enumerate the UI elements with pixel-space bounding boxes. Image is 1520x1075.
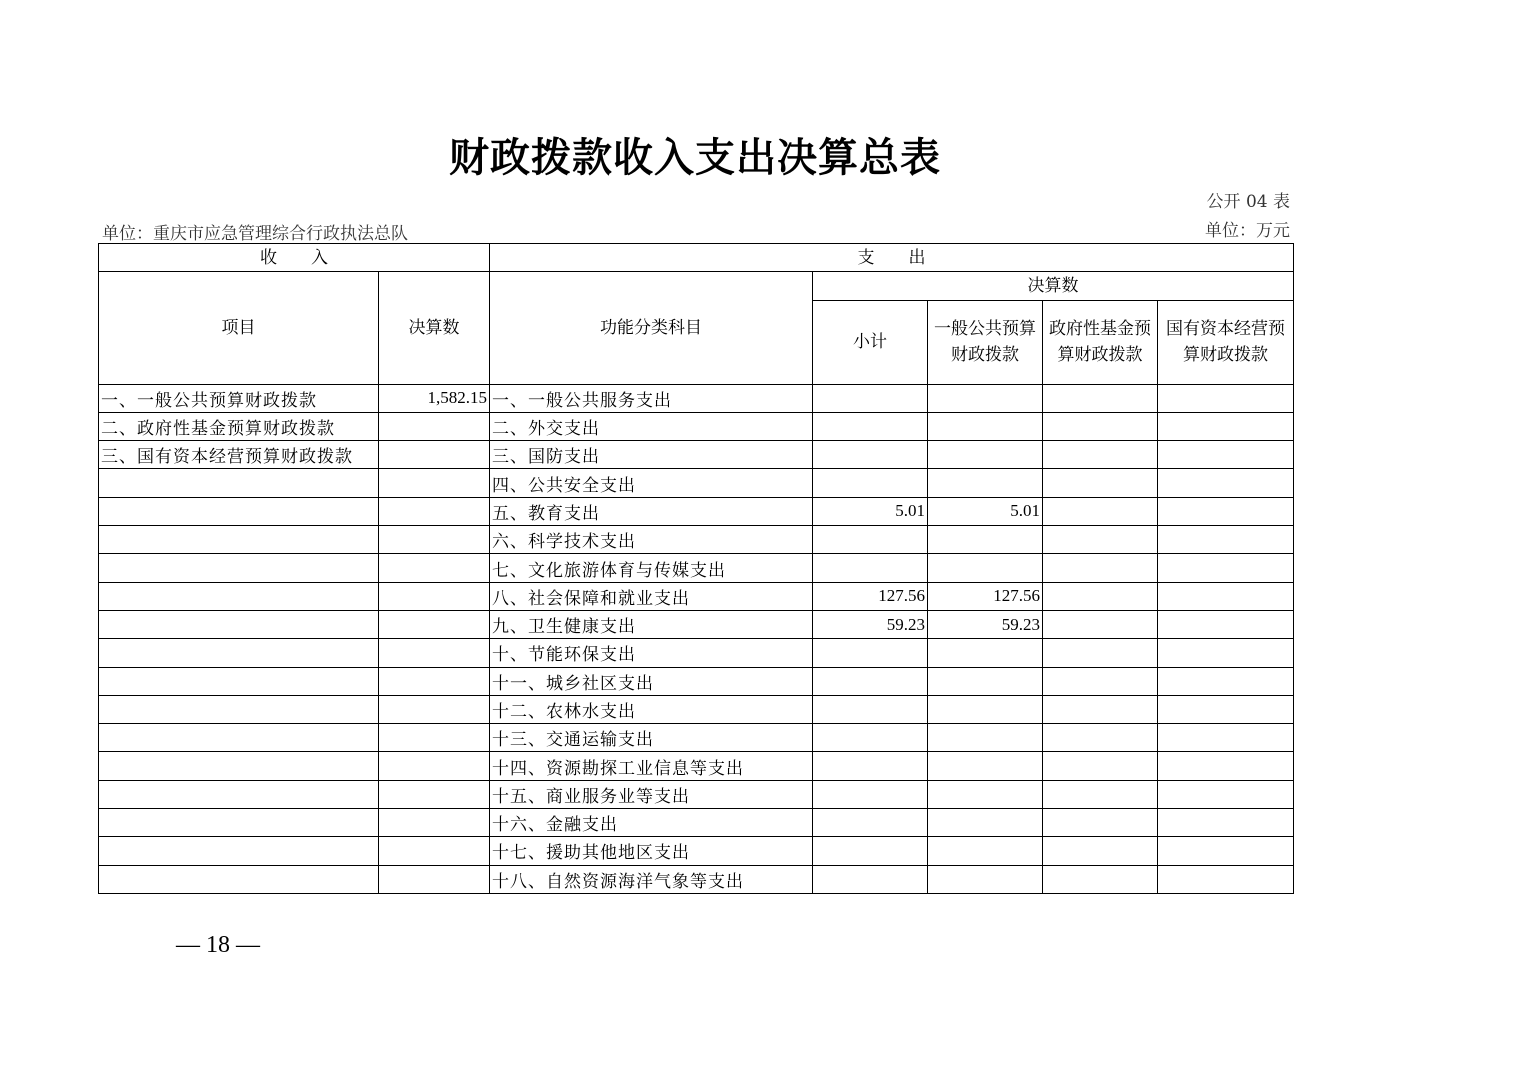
unit-currency: 单位：万元 — [1205, 221, 1290, 241]
income-amount-cell — [379, 554, 490, 582]
gov-fund-cell — [1043, 695, 1158, 723]
table-row — [99, 554, 1294, 582]
state-capital-cell — [1158, 526, 1294, 554]
state-capital-cell — [1158, 809, 1294, 837]
table-row — [99, 752, 1294, 780]
gov-fund-cell — [1043, 809, 1158, 837]
income-amount-cell — [379, 469, 490, 497]
header-gov-fund-budget: 政府性基金预算财政拨款 — [1043, 300, 1158, 384]
general-budget-cell — [928, 752, 1043, 780]
income-item-cell: 三、国有资本经营预算财政拨款 — [99, 441, 379, 469]
gov-fund-cell — [1043, 526, 1158, 554]
subtotal-cell — [813, 724, 928, 752]
gov-fund-cell — [1043, 752, 1158, 780]
state-capital-cell — [1158, 554, 1294, 582]
subtotal-cell — [813, 837, 928, 865]
general-budget-cell — [928, 837, 1043, 865]
income-item-cell — [99, 639, 379, 667]
category-cell: 五、教育支出 — [490, 497, 813, 525]
general-budget-cell — [928, 639, 1043, 667]
subtotal-cell — [813, 526, 928, 554]
category-cell: 二、外交支出 — [490, 412, 813, 440]
category-cell: 十五、商业服务业等支出 — [490, 780, 813, 808]
category-cell: 四、公共安全支出 — [490, 469, 813, 497]
table-row — [99, 724, 1294, 752]
table-row — [99, 639, 1294, 667]
income-amount-cell — [379, 441, 490, 469]
gov-fund-cell — [1043, 780, 1158, 808]
table-row — [99, 497, 1294, 525]
state-capital-cell — [1158, 667, 1294, 695]
general-budget-cell — [928, 667, 1043, 695]
state-capital-cell — [1158, 780, 1294, 808]
state-capital-cell — [1158, 497, 1294, 525]
category-cell: 七、文化旅游体育与传媒支出 — [490, 554, 813, 582]
subtotal-cell — [813, 809, 928, 837]
income-item-cell — [99, 752, 379, 780]
gov-fund-cell — [1043, 667, 1158, 695]
header-state-capital-budget: 国有资本经营预算财政拨款 — [1158, 300, 1294, 384]
general-budget-cell — [928, 469, 1043, 497]
income-item-cell — [99, 526, 379, 554]
state-capital-cell — [1158, 582, 1294, 610]
income-amount-cell — [379, 582, 490, 610]
subtotal-cell — [813, 441, 928, 469]
income-item-cell — [99, 667, 379, 695]
general-budget-cell — [928, 724, 1043, 752]
category-cell: 八、社会保障和就业支出 — [490, 582, 813, 610]
header-function-category: 功能分类科目 — [490, 272, 813, 384]
table-row — [99, 582, 1294, 610]
header-income: 收 入 — [99, 244, 490, 272]
income-amount-cell — [379, 667, 490, 695]
table-row — [99, 412, 1294, 440]
income-item-cell — [99, 724, 379, 752]
income-amount-cell — [379, 610, 490, 638]
general-budget-cell — [928, 412, 1043, 440]
income-amount-cell — [379, 809, 490, 837]
category-cell: 十二、农林水支出 — [490, 695, 813, 723]
income-amount-cell — [379, 526, 490, 554]
subtotal-cell: 127.56 — [813, 582, 928, 610]
table-row — [99, 695, 1294, 723]
category-cell: 十七、援助其他地区支出 — [490, 837, 813, 865]
general-budget-cell — [928, 384, 1043, 412]
subtotal-cell: 5.01 — [813, 497, 928, 525]
general-budget-cell — [928, 695, 1043, 723]
table-row — [99, 780, 1294, 808]
income-item-cell — [99, 695, 379, 723]
income-amount-cell — [379, 780, 490, 808]
state-capital-cell — [1158, 752, 1294, 780]
subtotal-cell — [813, 865, 928, 893]
category-cell: 十四、资源勘探工业信息等支出 — [490, 752, 813, 780]
gov-fund-cell — [1043, 554, 1158, 582]
subtotal-cell — [813, 554, 928, 582]
state-capital-cell — [1158, 639, 1294, 667]
category-cell: 十八、自然资源海洋气象等支出 — [490, 865, 813, 893]
subtotal-cell — [813, 667, 928, 695]
gov-fund-cell — [1043, 639, 1158, 667]
state-capital-cell — [1158, 610, 1294, 638]
subtotal-cell — [813, 384, 928, 412]
subtotal-cell — [813, 469, 928, 497]
state-capital-cell — [1158, 469, 1294, 497]
table-row — [99, 469, 1294, 497]
header-subtotal: 小计 — [813, 300, 928, 384]
category-cell: 十三、交通运输支出 — [490, 724, 813, 752]
income-amount-cell — [379, 412, 490, 440]
income-amount-cell — [379, 724, 490, 752]
income-item-cell — [99, 809, 379, 837]
table-row — [99, 384, 1294, 412]
gov-fund-cell — [1043, 469, 1158, 497]
subtotal-cell — [813, 780, 928, 808]
header-general-budget: 一般公共预算财政拨款 — [928, 300, 1043, 384]
state-capital-cell — [1158, 412, 1294, 440]
general-budget-cell: 59.23 — [928, 610, 1043, 638]
state-capital-cell — [1158, 837, 1294, 865]
category-cell: 十六、金融支出 — [490, 809, 813, 837]
income-item-cell — [99, 554, 379, 582]
income-amount-cell — [379, 497, 490, 525]
state-capital-cell — [1158, 724, 1294, 752]
page-title: 财政拨款收入支出决算总表 — [449, 134, 941, 181]
fiscal-table — [98, 243, 1294, 894]
income-amount-cell — [379, 695, 490, 723]
general-budget-cell — [928, 526, 1043, 554]
category-cell: 六、科学技术支出 — [490, 526, 813, 554]
income-item-cell — [99, 780, 379, 808]
gov-fund-cell — [1043, 837, 1158, 865]
income-item-cell — [99, 610, 379, 638]
page-number: — 18 — — [176, 932, 260, 958]
table-row — [99, 526, 1294, 554]
gov-fund-cell — [1043, 497, 1158, 525]
income-item-cell: 一、一般公共预算财政拨款 — [99, 384, 379, 412]
header-income-amount: 决算数 — [379, 272, 490, 384]
income-item-cell — [99, 865, 379, 893]
table-row — [99, 610, 1294, 638]
category-cell: 三、国防支出 — [490, 441, 813, 469]
gov-fund-cell — [1043, 724, 1158, 752]
general-budget-cell — [928, 554, 1043, 582]
income-amount-cell: 1,582.15 — [379, 384, 490, 412]
general-budget-cell: 5.01 — [928, 497, 1043, 525]
subtotal-cell — [813, 639, 928, 667]
unit-organization: 单位：重庆市应急管理综合行政执法总队 — [102, 224, 408, 244]
form-code: 公开 04 表 — [1206, 192, 1290, 212]
header-expense: 支 出 — [490, 244, 1294, 272]
table-row — [99, 667, 1294, 695]
subtotal-cell — [813, 752, 928, 780]
general-budget-cell — [928, 809, 1043, 837]
income-item-cell — [99, 469, 379, 497]
general-budget-cell — [928, 441, 1043, 469]
income-amount-cell — [379, 752, 490, 780]
gov-fund-cell — [1043, 865, 1158, 893]
general-budget-cell — [928, 865, 1043, 893]
gov-fund-cell — [1043, 412, 1158, 440]
category-cell: 一、一般公共服务支出 — [490, 384, 813, 412]
general-budget-cell: 127.56 — [928, 582, 1043, 610]
gov-fund-cell — [1043, 441, 1158, 469]
gov-fund-cell — [1043, 582, 1158, 610]
income-item-cell — [99, 837, 379, 865]
gov-fund-cell — [1043, 610, 1158, 638]
table-row — [99, 809, 1294, 837]
subtotal-cell — [813, 412, 928, 440]
state-capital-cell — [1158, 441, 1294, 469]
state-capital-cell — [1158, 865, 1294, 893]
income-amount-cell — [379, 837, 490, 865]
subtotal-cell: 59.23 — [813, 610, 928, 638]
income-amount-cell — [379, 639, 490, 667]
table-body — [99, 384, 1294, 893]
subtotal-cell — [813, 695, 928, 723]
general-budget-cell — [928, 780, 1043, 808]
category-cell: 九、卫生健康支出 — [490, 610, 813, 638]
table-row — [99, 441, 1294, 469]
category-cell: 十一、城乡社区支出 — [490, 667, 813, 695]
income-item-cell: 二、政府性基金预算财政拨款 — [99, 412, 379, 440]
header-item: 项目 — [99, 272, 379, 384]
table-row — [99, 865, 1294, 893]
gov-fund-cell — [1043, 384, 1158, 412]
state-capital-cell — [1158, 695, 1294, 723]
header-expense-amount: 决算数 — [813, 272, 1294, 300]
table-row — [99, 837, 1294, 865]
income-amount-cell — [379, 865, 490, 893]
income-item-cell — [99, 582, 379, 610]
income-item-cell — [99, 497, 379, 525]
state-capital-cell — [1158, 384, 1294, 412]
category-cell: 十、节能环保支出 — [490, 639, 813, 667]
